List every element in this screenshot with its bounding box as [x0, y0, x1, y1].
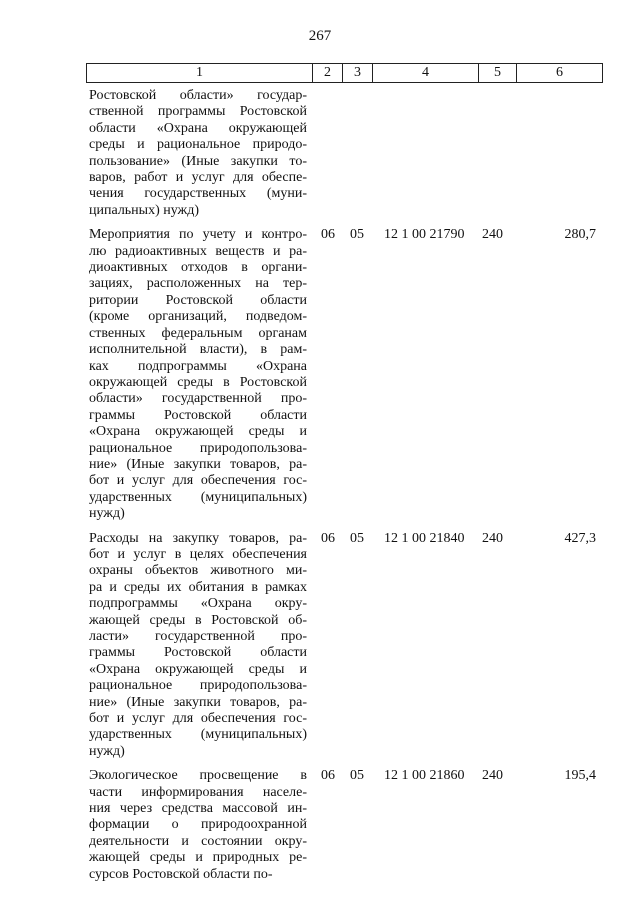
description-line: Расходы на закупку товаров, ра- — [89, 530, 307, 546]
description-line: «Охрана окружающей среды и — [89, 424, 307, 440]
column-header-4: 4 — [373, 64, 479, 83]
subsection-code: 05 — [350, 227, 364, 243]
description-line: чения государственных (муни- — [89, 186, 307, 202]
expense-type-code: 240 — [482, 768, 503, 784]
description-line: Ростовской области» государ- — [89, 88, 307, 103]
description-line: лю радиоактивных веществ и ра- — [89, 243, 307, 259]
expense-type-code: 240 — [482, 227, 503, 243]
column-header-table — [86, 63, 603, 83]
row-description — [89, 227, 307, 522]
description-line: области «Охрана окружающей — [89, 120, 307, 136]
description-line: рациональное природопользова- — [89, 440, 307, 456]
description-line: среды и рациональное природо- — [89, 137, 307, 153]
description-line: формации о природоохранной — [89, 817, 307, 833]
description-line: ра и среды их обитания в рамках — [89, 579, 307, 595]
row-description — [89, 88, 307, 219]
table-row — [0, 531, 640, 761]
description-line: бот и услуг для обеспечения гос- — [89, 711, 307, 727]
description-line: граммы Ростовской области — [89, 645, 307, 661]
description-line: (кроме организаций, подведом- — [89, 309, 307, 325]
table-row — [0, 88, 640, 219]
amount: 427,3 — [564, 530, 596, 546]
table-body — [0, 88, 640, 883]
description-line: ласти» государственной про- — [89, 629, 307, 644]
target-article-code: 12 1 00 21860 — [384, 768, 465, 784]
subsection-code: 05 — [350, 768, 364, 784]
table-row — [0, 227, 640, 522]
description-line: ударственных (муниципальных) — [89, 727, 307, 743]
description-line: ственной программы Ростовской — [89, 104, 307, 120]
description-line: жающей среды и природных ре- — [89, 850, 307, 866]
description-line: охраны объектов животного ми- — [89, 563, 307, 579]
column-header-2: 2 — [313, 64, 343, 83]
section-code: 06 — [321, 768, 335, 784]
description-line: подпрограммы «Охрана окру- — [89, 596, 307, 612]
description-line: ударственных (муниципальных) — [89, 489, 307, 505]
description-line: деятельности и состоянии окру- — [89, 833, 307, 849]
description-line: «Охрана окружающей среды и — [89, 661, 307, 677]
description-line: нужд) — [89, 506, 125, 522]
description-line: граммы Ростовской области — [89, 407, 307, 423]
row-spacer — [0, 523, 640, 531]
target-article-code: 12 1 00 21790 — [384, 227, 465, 243]
description-line: ние» (Иные закупки товаров, ра- — [89, 694, 307, 710]
description-line: части информирования населе- — [89, 784, 307, 800]
row-spacer — [0, 760, 640, 768]
row-spacer — [0, 219, 640, 227]
column-header-5: 5 — [479, 64, 517, 83]
section-code: 06 — [321, 227, 335, 243]
description-line: варов, работ и услуг для обеспе- — [89, 170, 307, 186]
table-row — [0, 768, 640, 883]
column-header-row — [87, 64, 603, 83]
description-line: ципальных) нужд) — [89, 202, 200, 218]
description-line: пользование» (Иные закупки то- — [89, 153, 307, 169]
column-header-6: 6 — [517, 64, 603, 83]
description-line: бот и услуг для обеспечения гос- — [89, 473, 307, 489]
description-line: сурсов Ростовской области по- — [89, 866, 273, 882]
column-header-3: 3 — [343, 64, 373, 83]
description-line: области» государственной про- — [89, 391, 307, 407]
description-line: Мероприятия по учету и контро- — [89, 227, 307, 243]
expense-type-code: 240 — [482, 530, 503, 546]
section-code: 06 — [321, 530, 335, 546]
description-line: рациональное природопользова- — [89, 678, 307, 694]
description-line: ния через средства массовой ин- — [89, 801, 307, 817]
description-line: зациях, расположенных на тер- — [89, 276, 307, 292]
description-line: нужд) — [89, 743, 125, 759]
target-article-code: 12 1 00 21840 — [384, 530, 465, 546]
amount: 195,4 — [564, 768, 596, 784]
page-number: 267 — [308, 28, 332, 44]
description-line: окружающей среды в Ростовской — [89, 374, 307, 390]
row-description — [89, 531, 307, 761]
row-description — [89, 768, 307, 883]
subsection-code: 05 — [350, 530, 364, 546]
description-line: Экологическое просвещение в — [89, 768, 307, 784]
description-line: бот и услуг в целях обеспечения — [89, 546, 307, 562]
description-line: исполнительной власти), в рам- — [89, 342, 307, 358]
description-line: ках подпрограммы «Охрана — [89, 358, 307, 374]
description-line: диоактивных отходов в органи- — [89, 260, 307, 276]
description-line: ние» (Иные закупки товаров, ра- — [89, 456, 307, 472]
description-line: ственных федеральным органам — [89, 325, 307, 341]
description-line: ритории Ростовской области — [89, 292, 307, 308]
column-header-1: 1 — [87, 64, 313, 83]
description-line: жающей среды в Ростовской об- — [89, 612, 307, 628]
amount: 280,7 — [564, 227, 596, 243]
